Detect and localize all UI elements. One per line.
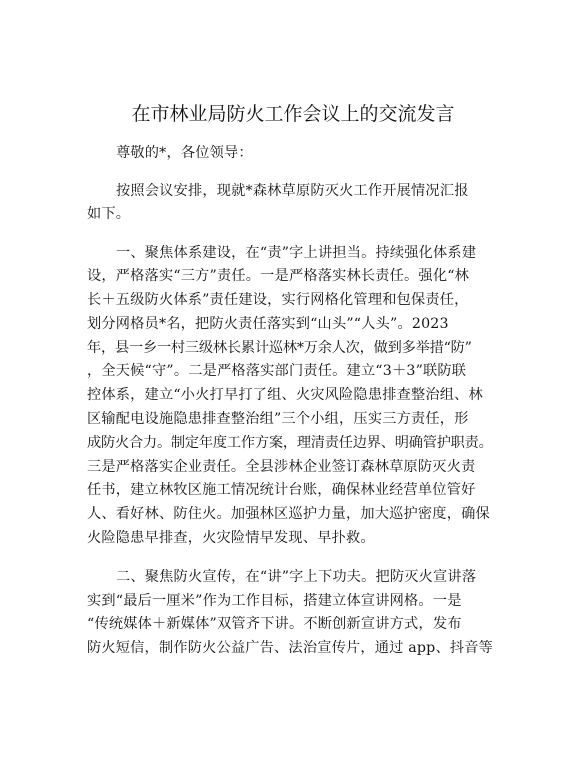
document-title: 在市林业局防火工作会议上的交流发言 [131,103,455,125]
body-line: 三是严格落实企业责任。全县涉林企业签订森林草原防灭火责 [87,459,476,475]
body-line: “传统媒体＋新媒体”双管齐下讲。不断创新宣讲方式，发布 [87,616,462,632]
body-line: 长＋五级防火体系”责任建设，实行网格化管理和包保责任， [87,292,469,308]
body-line: 任书，建立林牧区施工情况统计台账，确保林业经营单位管好 [87,482,476,498]
body-line: 划分网格员*名，把防火责任落实到“山头”“人头”。2023 [87,316,449,332]
salutation-line: 尊敬的*，各位领导： [116,145,253,161]
body-line: 如下。 [87,206,131,222]
body-line: 防火短信，制作防火公益广告、法治宣传片，通过 app、抖音等 [87,640,494,656]
body-line: 控体系，建立“小火打早打了组、火灾风险隐患排查整治组、林 [87,387,483,403]
body-line: ，全天候“守”。二是严格落实部门责任。建立“3＋3”联防联 [87,363,467,379]
body-line: 区输配电设施隐患排查整治组”三个小组，压实三方责任，形 [87,411,469,427]
body-line: 按照会议安排，现就*森林草原防灭火工作开展情况汇报 [116,183,469,199]
body-line: 二、聚焦防火宣传，在“讲”字上下功夫。把防灭火宣讲落 [116,569,477,585]
body-line: 年，县一乡一村三级林长累计巡林*万余人次，做到多举措“防” [87,340,472,356]
body-line: 人、看好林、防住火。加强林区巡护力量，加大巡护密度，确保 [87,506,490,522]
body-line: 设，严格落实“三方”责任。一是严格落实林长责任。强化“林 [87,268,470,284]
body-line: 一、聚焦体系建设，在“责”字上讲担当。持续强化体系建 [116,245,477,261]
body-line: 实到“最后一厘米”作为工作目标，搭建立体宣讲网格。一是 [87,593,462,609]
body-line: 火险隐患早排查，火灾险情早发现、早扑救。 [87,530,375,546]
body-line: 成防火合力。制定年度工作方案，理清责任边界、明确管护职责。 [87,435,493,451]
